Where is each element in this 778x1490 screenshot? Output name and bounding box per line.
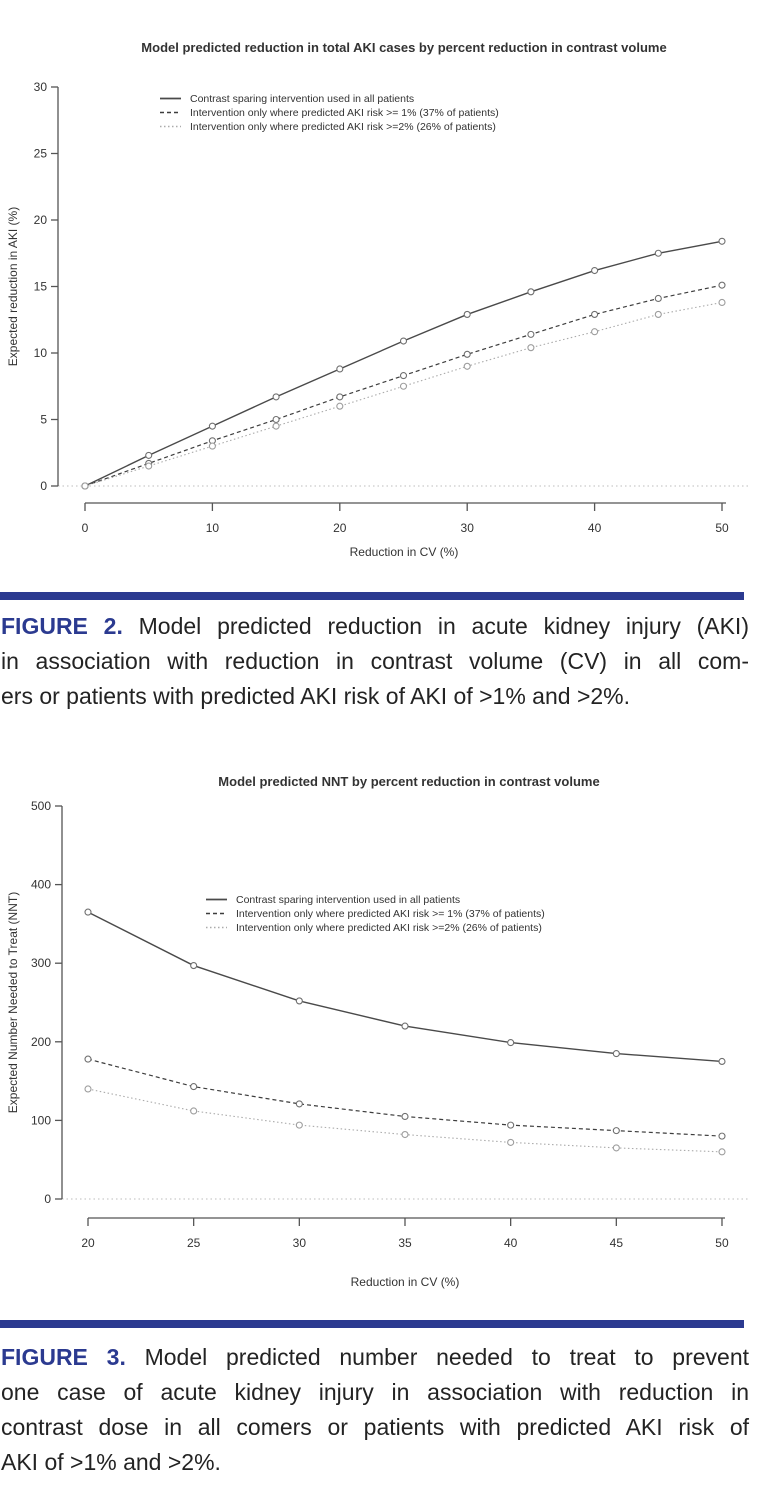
figure3-caption-line1-text: Model predicted number needed to treat to prevent [144,1344,750,1370]
figure3-chart-series-0-marker [402,1023,408,1029]
figure3-chart-series-1-marker [613,1128,619,1134]
figure2-chart-series-2-marker [273,423,279,429]
figure2-chart-series-2-marker [592,329,598,335]
figure2-chart-series-0-marker [146,452,152,458]
figure2-chart-series-2-marker [146,463,152,469]
figure3-caption-line1 [1,1340,749,1375]
figure3-chart-series-2-marker [719,1149,725,1155]
figure3-chart-y-tick-label: 200 [30,1034,51,1049]
figure3-chart-series-0-marker [719,1058,725,1064]
figure3-caption-line3: contrast dose in all comers or patients with predicted AKI risk of [1,1414,749,1440]
figure3-chart-series-0-marker [613,1051,619,1057]
figure3-chart-series-0-marker [296,998,302,1004]
figure2-chart-y-tick-label: 5 [40,412,47,427]
figure2-chart-series-2-marker [337,403,343,409]
figure2-chart-series-2-marker [464,363,470,369]
figure2-chart-x-tick-label: 40 [587,521,602,535]
figure2-chart-x-tick-label: 30 [460,521,474,535]
figure3-chart-y-tick-label: 300 [30,956,51,971]
figure2-chart-series-2-marker [401,383,407,389]
figure3-chart-series-0-line [88,912,722,1061]
figure2-chart-legend-label-2: Intervention only where predicted AKI risk >=2% (26% of patients) [190,121,496,133]
figure2-chart-series-0-marker [209,423,215,429]
figure2-chart-y-tick-label: 20 [33,213,47,227]
figure3-caption-line4: AKI of >1% and >2%. [1,1449,221,1475]
figure2-chart-y-tick-label: 30 [33,80,47,94]
figure2-chart-series-0-marker [655,250,661,256]
figure2-caption-label: FIGURE 2. [1,613,123,639]
figure2-chart-series-2-marker [655,311,661,317]
figure3-chart-series-1-marker [719,1133,725,1139]
figure2-chart-series-2-marker [82,483,88,489]
figure2-chart-series-1-marker [655,295,661,301]
figure3-chart [6,774,748,1289]
figure3-chart-legend-label-1: Intervention only where predicted AKI risk >= 1% (37% of patients) [236,908,545,920]
figure3-chart-x-tick-label: 45 [609,1236,624,1250]
figure2-chart-series-2-marker [719,299,725,305]
figure2-chart-series-0-line [85,241,722,486]
figure3-chart-series-2-marker [191,1108,197,1114]
figure2-chart-series-1-marker [337,394,343,400]
figure3-chart-series-2-marker [508,1139,514,1145]
figure3-caption [1,1340,749,1480]
figure2-chart-series-1-marker [592,311,598,317]
figure3-chart-x-tick-label: 20 [81,1236,95,1250]
figure2-chart-y-tick-label: 15 [33,279,47,294]
figure3-chart-y-tick-label: 500 [30,799,51,813]
figure3-caption-line2: one case of acute kidney injury in association with reduction in [1,1379,749,1405]
figure2-chart-series-2-marker [528,345,534,351]
figure3-chart-series-0-marker [191,963,197,969]
figure2-chart-y-tick-label: 0 [40,479,47,493]
figure2-chart-y-tick-label: 10 [33,346,47,360]
figure3-chart-series-1-marker [402,1113,408,1119]
figure3-chart-x-tick-label: 30 [292,1236,307,1250]
figure3-chart-series-2-marker [402,1132,408,1138]
figure3-chart-x-tick-label: 50 [715,1236,729,1250]
figure2-caption-line2: in association with reduction in contrast volume (CV) in all com- [1,648,749,674]
figure2-chart-series-0-marker [464,311,470,317]
figure3-chart-series-1-marker [191,1084,197,1090]
figure3-chart-y-tick-label: 100 [30,1113,51,1128]
figure2-chart-x-tick-label: 0 [81,521,89,535]
figure3-chart-series-1-line [88,1059,722,1136]
figure2-chart [6,40,748,559]
figure3-chart-series-0-marker [85,909,91,915]
figure2-chart-series-0-marker [273,394,279,400]
figure2-caption-line3: ers or patients with predicted AKI risk of AKI of >1% and >2%. [1,683,631,709]
figure2-chart-x-tick-label: 20 [333,521,347,535]
figure3-chart-x-axis-label: Reduction in CV (%) [350,1275,460,1289]
figure2-chart-x-tick-label: 10 [205,521,220,535]
figure3-chart-legend-label-2: Intervention only where predicted AKI risk >=2% (26% of patients) [236,922,542,934]
figure2-chart-series-1-marker [719,282,725,288]
figure3-chart-series-1-marker [296,1101,302,1107]
figure2-chart-series-1-marker [464,351,470,357]
figure3-chart-y-axis-label: Expected Number Needed to Treat (NNT) [6,891,20,1114]
figure2-chart-series-1-marker [273,417,279,423]
figure3-chart-series-0-marker [508,1040,514,1046]
figure3-chart-x-tick-label: 35 [398,1236,412,1250]
figure2-chart-series-0-marker [337,366,343,372]
figure3-chart-x-tick-label: 25 [186,1236,201,1250]
figure2-chart-x-tick-label: 50 [715,521,729,535]
figure2-chart-y-tick-label: 25 [33,146,47,161]
figure3-chart-x-tick-label: 40 [503,1236,518,1250]
figure2-chart-series-1-marker [401,373,407,379]
figure2-chart-title: Model predicted reduction in total AKI cases by percent reduction in contrast volume [141,40,667,55]
figure2-chart-x-axis-label: Reduction in CV (%) [349,545,459,559]
figure3-chart-series-2-line [88,1089,722,1152]
figure2-chart-series-0-marker [592,268,598,274]
figure3-chart-series-2-marker [613,1145,619,1151]
figure2-caption [1,609,749,714]
figure2-chart-series-2-marker [209,443,215,449]
figure3-chart-series-2-marker [85,1086,91,1092]
figure3-divider [0,1320,744,1328]
figure3-chart-series-1-marker [508,1122,514,1128]
figure2-chart-series-2-line [85,302,722,486]
figure2-caption-line1-text: Model predicted reduction in acute kidney injury (AKI) [138,613,749,639]
figure3-caption-label: FIGURE 3. [1,1344,126,1370]
figure2-caption-line1 [1,609,749,644]
figure2-chart-series-1-marker [528,331,534,337]
figure2-chart-y-axis-label: Expected reduction in AKI (%) [6,206,20,367]
figure2-chart-series-0-marker [528,289,534,295]
figure2-chart-series-0-marker [719,238,725,244]
figure3-chart-legend-label-0: Contrast sparing intervention used in all patients [236,894,461,906]
figure2-divider [0,592,744,600]
figure3-chart-title: Model predicted NNT by percent reduction in contrast volume [218,774,600,789]
figure2-chart-legend-label-1: Intervention only where predicted AKI risk >= 1% (37% of patients) [190,107,499,119]
figure3-chart-series-2-marker [296,1122,302,1128]
figure2-chart-series-0-marker [401,338,407,344]
figure3-chart-y-tick-label: 0 [44,1192,51,1206]
figure2-chart-legend-label-0: Contrast sparing intervention used in all patients [190,93,415,105]
figure3-chart-series-1-marker [85,1056,91,1062]
figure3-chart-y-tick-label: 400 [30,877,51,892]
